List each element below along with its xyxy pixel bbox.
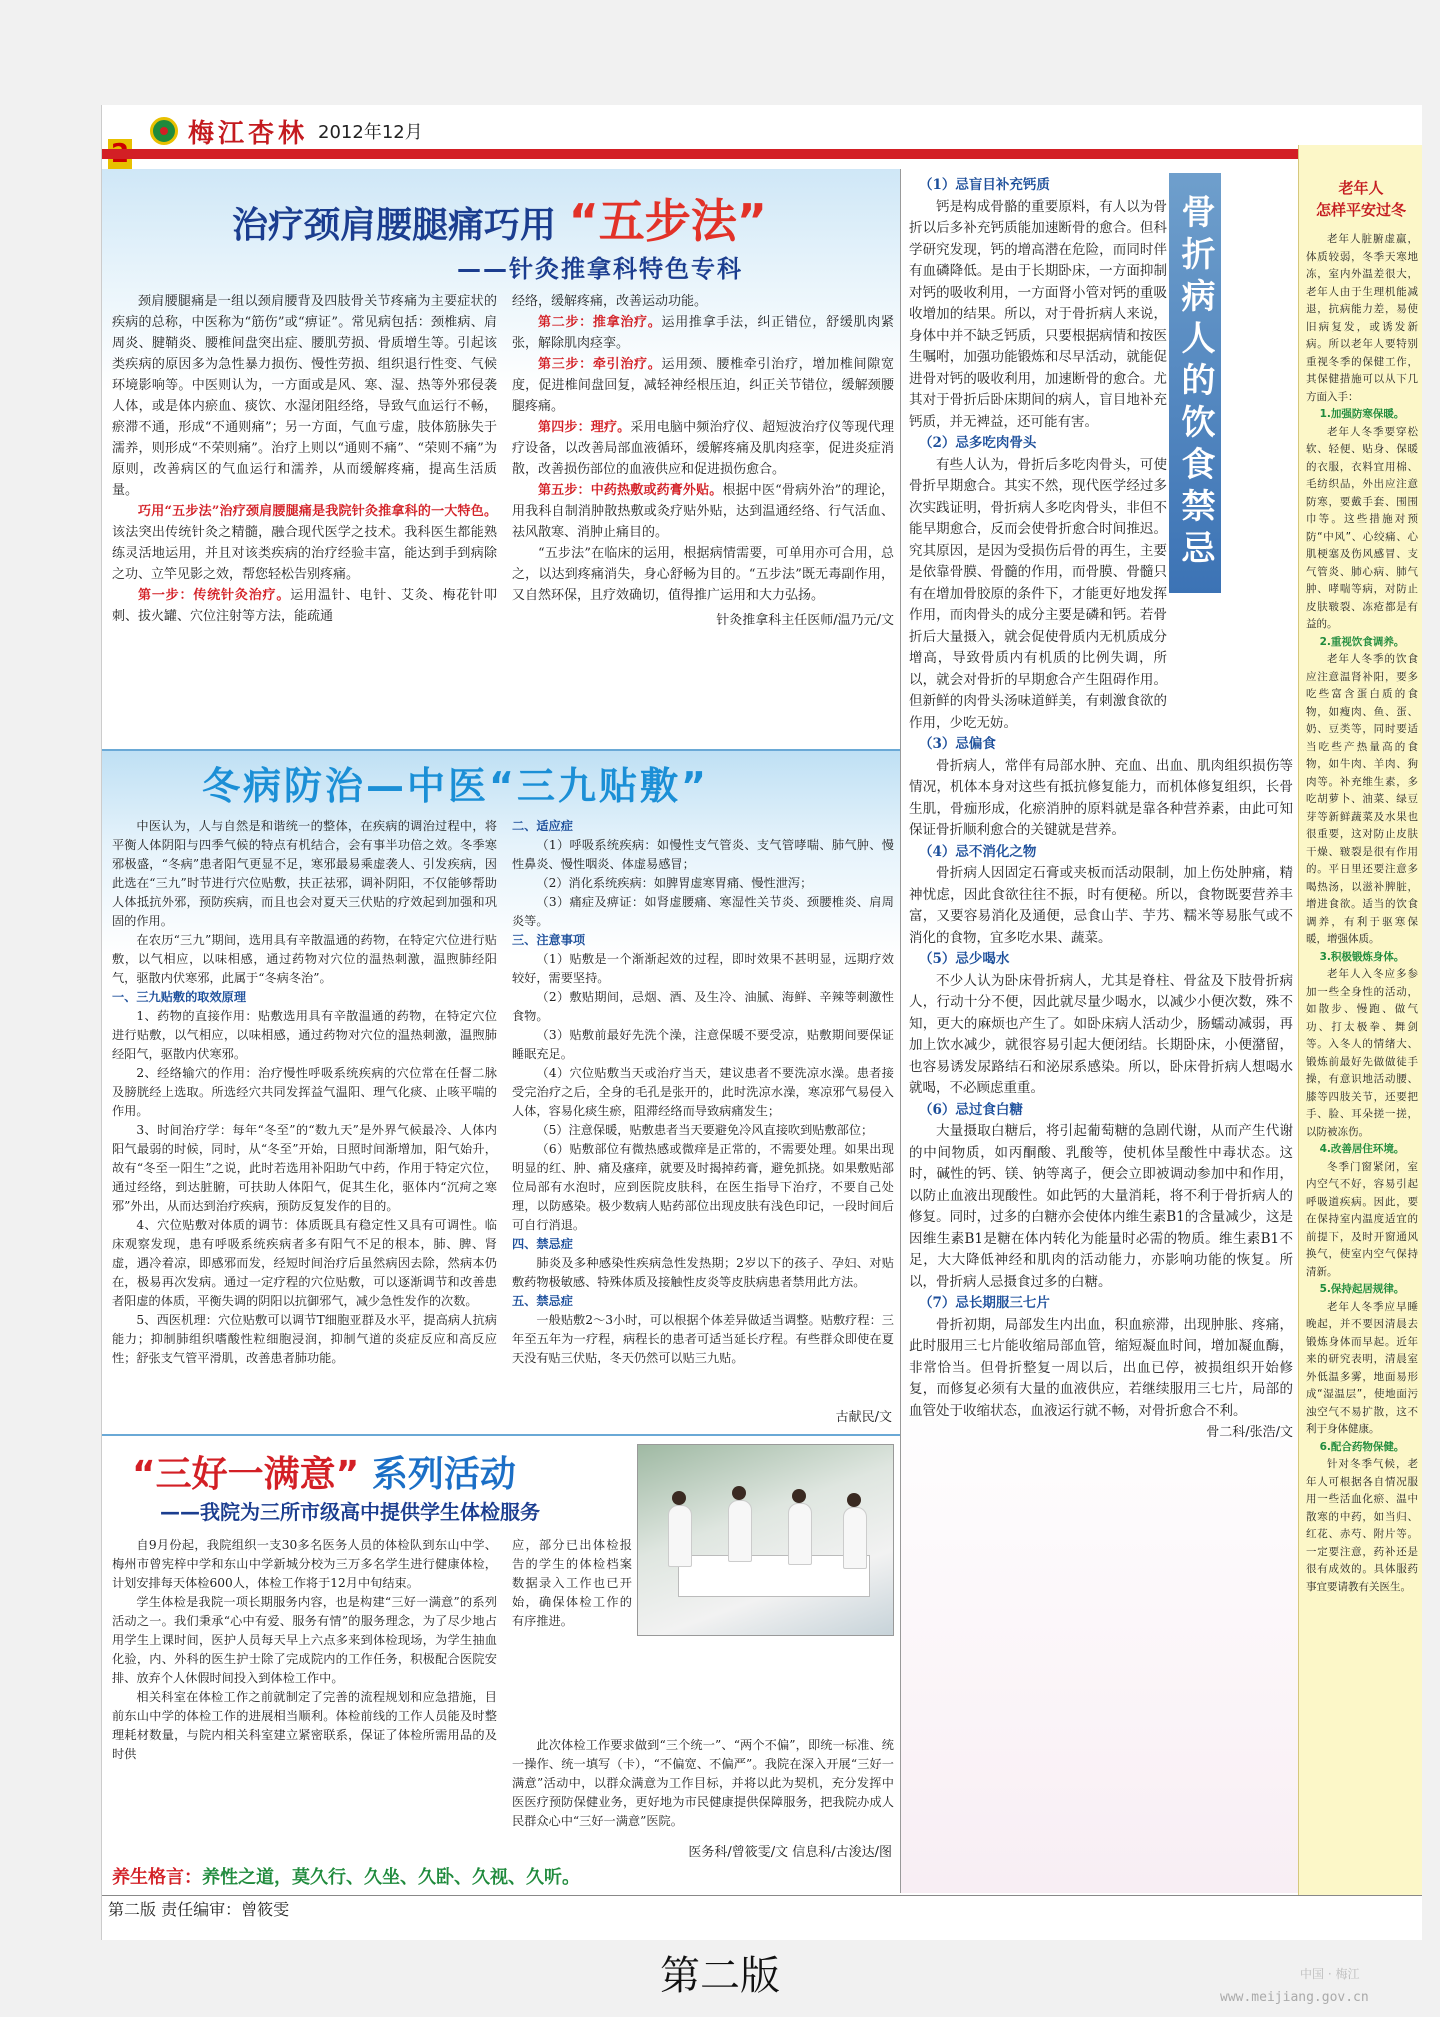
sidebar-item-heading: 3.积极锻炼身体。 [1319,950,1405,963]
paragraph: （3）贴敷前最好先洗个澡，注意保暖不要受凉，贴敷期间要保证睡眠充足。 [512,1028,894,1061]
hospital-logo-icon [150,117,178,145]
paragraph: （1）贴敷是一个渐渐起效的过程，即时效果不甚明显，远期疗效较好，需要坚持。 [512,952,894,985]
step5-label: 第五步：中药热敷或药膏外贴。 [538,483,723,498]
paragraph: 中医认为，人与自然是和谐统一的整体，在疾病的调治过程中，将平衡人体阴阳与四季气候的特点有机结合，会有事半功倍之效。冬季寒邪极盛，“冬病”患者阳气更显不足，寒邪最易乘虚袭人、引发疾病，因此选在“三九”时节进行穴位贴敷，扶正祛邪，调补阴阳，不仅能够帮助人体抵抗外邪，预防疾病，而且也会对夏天三伏贴的疗效起到加强和巩固的作用。 [112,819,497,928]
article3-para: 应，部分已出体检报告的学生的体检档案数据录入工作也已开始，确保体检工作的有序推进。 [512,1538,632,1628]
paragraph: 5、西医机理：穴位贴敷可以调节T细胞亚群及水平，提高病人抗病能力；抑制肺组织嗜酸性粒细胞浸润，抑制气道的炎症反应和高反应性；舒张支气管平滑肌，改善患者肺功能。 [112,1313,497,1365]
article3-para: 学生体检是我院一项长期服务内容，也是构建“三好一满意”的系列活动之一。我们秉承“心中有爱、服务有情”的服务理念，为了尽少地占用学生上课时间，医护人员每天早上六点多来到体检现场，为学生抽血化验，内、外科的医生护士除了完成院内的工作任务，积极配合医院安排、放弃个人休假时间投入到体检工作中。 [112,1595,497,1685]
photo-person [728,1500,752,1562]
col2-intro: 经络，缓解疼痛，改善运动功能。 [512,294,708,309]
section-heading: （5）忌少喝水 [919,951,1010,967]
photo-person [668,1505,692,1567]
section-heading: （6）忌过食白糖 [919,1101,1023,1118]
highlight-label: 巧用“五步法”治疗颈肩腰腿痛是我院针灸推拿科的一大特色。 [138,504,497,519]
paragraph: 大量摄取白糖后，将引起葡萄糖的急剧代谢，从而产生代谢的中间物质，如丙酮酸、乳酸等，使机体呈酸性中毒状态。这时，碱性的钙、镁、钠等离子，便会立即被调动参加中和作用，以防止血液出现酸性。如此钙的大量消耗，将不利于骨折病人的修复。同时，过多的白糖亦会使体内维生素B1的含量减少，这是因维生素B1是糖在体内转化为能量时必需的物质。维生素B1不足，大大降低神经和肌肉的活动能力，亦影响功能的恢复。所以，骨折病人忌摄食过多的白糖。 [909,1123,1293,1290]
sidebar-body [1299,221,1422,1596]
article2-title: 冬病防治—中医“三九贴敷” [202,764,709,808]
paragraph: （5）注意保暖，贴敷患者当天要避免冷风直接吹到贴敷部位； [536,1123,874,1137]
sidebar-item-heading: 1.加强防寒保暖。 [1319,408,1405,420]
photo-person [843,1507,867,1569]
article1-col1 [112,291,497,627]
page-footer: 第二版 责任编审：曾筱雯 [102,1895,1422,1940]
article1-col2 [512,291,894,631]
photo-head [672,1491,686,1505]
article3-para: 此次体检工作要求做到“三个统一”、“两个不偏”，即统一标准、统一操作、统一填写（卡），“不偏宽、不偏严”。我院在深入开展“三好一满意”活动中，以群众满意为工作目标，并将以此为契机，充分发挥中医医疗预防保健业务，更好地为市民健康提供保障服务，把我院办成人民群众心中“三好一满意”医院。 [512,1738,894,1828]
section-heading: （4）忌不消化之物 [919,843,1037,860]
issue-date: 2012年12月 [318,122,423,143]
paragraph: 有些人认为，骨折后多吃肉骨头，可使骨折早期愈合。其实不然，现代医学经过多次实践证明，骨折病人多吃肉骨头，非但不能早期愈合，反而会使骨折愈合时间推迟。究其原因，是因为受损伤后骨的再生，主要是依靠骨膜、骨髓的作用，而骨膜、骨髓只有在增加骨胶原的条件下，才能更好地发挥作用，而肉骨头的成分主要是磷和钙。若骨折后大量摄入，就会促使骨质内无机质成分增高，导致骨质内有机质的比例失调，所以，就会对骨折的早期愈合产生阻碍作用。但新鲜的肉骨头汤味道鲜美，有刺激食欲的作用，少吃无妨。 [909,456,1167,731]
paper-name: 梅江杏林 [188,118,309,149]
highlight-text: 该法突出传统针灸之精髓，融合现代医学之技术。我科医生都能熟练灵活地运用，并且对该类疾病的治疗经验丰富，能达到手到病除之功、立竿见影之效，帮您轻松告别疼痛。 [112,525,497,582]
photo-person [788,1503,812,1565]
article2-col-left [112,817,497,1368]
article4-byline: 骨二科/张浩/文 [1206,1425,1293,1440]
sidebar-item-heading: 2.重视饮食调养。 [1319,635,1405,648]
paragraph: （2）消化系统疾病：如脾胃虚寒胃痛、慢性泄泻； [536,876,813,890]
step3 [512,354,894,417]
sidebar-title-line1: 老年人 [1338,179,1384,197]
section-heading: 一、三九贴敷的取效原理 [112,990,247,1004]
step1-text: 运用温针、电针、艾灸、梅花针叩刺、拔火罐、穴位注射等方法，能疏通 [112,588,497,624]
paragraph: （3）痛症及痹证：如肾虚腰痛、寒湿性关节炎、颈腰椎炎、肩周炎等。 [512,895,894,928]
step2-label: 第二步：推拿治疗。 [538,315,662,330]
paragraph: 钙是构成骨骼的重要原料，有人以为骨折以后多补充钙质能加速断骨的愈合。但科学研究发现，钙的增高潜在危险，而同时伴有血磷降低。是由于长期卧床，一方面抑制对钙的吸收利用，一方面肾小管对钙的重吸收增加的结果。所以，对于骨折病人来说，身体中并不缺乏钙质，只要根据病情和按医生嘱咐，加强功能锻炼和尽早活动，就能促进骨对钙的吸收利用，加速断骨的愈合。尤其对于骨折后卧床期间的病人，盲目地补充钙质，并无裨益，还可能有害。 [909,198,1167,430]
motto-label: 养生格言： [112,1867,202,1888]
article-five-step-method [102,169,900,749]
masthead [150,115,423,147]
newspaper-page [101,105,1422,1940]
sidebar-item-heading: 6.配合药物保健。 [1319,1440,1405,1453]
photo-head [732,1486,746,1500]
step4-label: 第四步：理疗。 [538,420,631,435]
photo-head [792,1489,806,1503]
paragraph: 一般贴敷2～3小时，可以根据个体差异做适当调整。贴敷疗程：三年至五年为一疗程，病程长的患者可适当延长疗程。有些群众即使在夏天没有贴三伏贴，冬天仍然可以贴三九贴。 [512,1313,894,1365]
article1-highlight [112,501,497,585]
step4 [512,417,894,480]
article4-vertical-title: 骨折病人的饮食禁忌 [1169,173,1221,593]
section-heading: （2）忌多吃肉骨头 [919,435,1037,451]
section-heading: 二、适应症 [512,819,573,833]
article-student-checkup [102,1434,900,1866]
step1 [112,585,497,627]
sidebar-item-text: 老年人冬季应早睡晚起，并不要因清晨去锻炼身体而早起。近年来的研究表明，清晨室外低温多雾，地面易形成“湿温层”，使地面污浊空气不易扩散，这不利于身体健康。 [1306,1300,1418,1435]
section-heading: 四、禁忌症 [512,1237,573,1251]
paragraph: 1、药物的直接作用：贴敷选用具有辛散温通的药物，在特定穴位进行贴敷，以气相应，以味相感，通过药物对穴位的温热刺激，温煦肺经阳气，驱散内伏寒邪。 [112,1009,497,1061]
article3-title-blue: 系列活动 [371,1454,516,1495]
paragraph: 2、经络输穴的作用：治疗慢性呼吸系统疾病的穴位常在任督二脉及膀胱经上选取。所选经穴共同发挥益气温阳、理气化痰、止咳平喘的作用。 [112,1066,497,1118]
article-winter-disease [102,749,900,1436]
sidebar-intro: 老年人脏腑虚羸，体质较弱，冬季天寒地冻，室内外温差很大，老年人由于生理机能减退，抗病能力差，易使旧病复发，或诱发新病。所以老年人要特别重视冬季的保健工作，其保健措施可以从下几方面入手： [1306,233,1418,403]
sidebar-item-text: 老年人冬季要穿松软、轻便、贴身、保暖的衣服，衣料宜用棉、毛纺织品，外出应注意防寒，要戴手套、围围巾等。这些措施对预防“中风”、心绞痛、心肌梗塞及伤风感冒、支气管炎、肺心病、肺气肿、哮喘等病，对防止皮肤皲裂、冻疮都是有益的。 [1306,425,1418,630]
page-folio: 第二版 [660,1953,780,1999]
article3-title [132,1446,516,1497]
photo-table [678,1555,870,1597]
paragraph: （2）敷贴期间，忌烟、酒、及生冷、油腻、海鲜、辛辣等刺激性食物。 [512,990,894,1023]
article2-byline: 古献民/文 [835,1410,892,1425]
sidebar-item-text: 针对冬季气候，老年人可根据各自情况服用一些活血化瘀、温中散寒的中药，如当归、红花、赤芍、附片等。一定要注意，药补还是很有成效的。具体服药事宜要请教有关医生。 [1306,1458,1418,1593]
paragraph: （6）贴敷部位有微热感或微痒是正常的，不需要处理。如果出现明显的红、肿、痛及瘙痒，就要及时揭掉药膏，避免抓挠。如果敷贴部位局部有水泡时，应到医院皮肤科，在医生指导下治疗，不要自己处理，以防感染。极少数病人贴药部位出现皮肤有浅色印记，一段时间后可自行消退。 [512,1142,894,1232]
paragraph: 肺炎及多种感染性疾病急性发热期；2岁以下的孩子、孕妇、对贴敷药物极敏感、特殊体质及接触性皮炎等皮肤病患者禁用此方法。 [512,1256,894,1289]
paragraph: （1）呼吸系统疾病：如慢性支气管炎、支气管哮喘、肺气肿、慢性鼻炎、慢性咽炎、体虚易感冒； [512,838,894,871]
sidebar-item-heading: 4.改善居住环境。 [1319,1143,1405,1155]
article2-col-right [512,817,894,1368]
article1-subtitle: ——针灸推拿科特色专科 [457,255,743,283]
paragraph: 骨折病人，常伴有局部水肿、充血、出血、肌肉组织损伤等情况，机体本身对这些有抵抗修复能力，而机体修复组织，长骨生肌，骨痂形成，化瘀消肿的原料就是靠各种营养素，由此可知保证骨折顺利愈合的关键就是营养。 [909,757,1293,838]
sidebar-item-heading: 5.保持起居规律。 [1319,1283,1405,1295]
paragraph: 在农历“三九”期间，选用具有辛散温通的药物，在特定穴位进行贴敷，以气相应，以味相感，通过药物对穴位的温热刺激，温煦肺经阳气，驱散内伏寒邪，此属于“冬病冬治”。 [112,933,497,985]
checkup-photo [637,1444,894,1636]
paragraph: 3、时间治疗学：每年“冬至”的“数九天”是外界气候最冷、人体内阳气最弱的时候，同时，从“冬至”开始，日照时间渐增加，阳气始升，故有“冬至一阳生”之说，此时若选用补阳助气中药，作用于特定穴位，通过经络，到达脏腑，可扶助人体阳气，促其生化，驱体内“沉疴之寒邪”外出，从而达到治疗疾病，预防反复发作的目的。 [112,1123,497,1213]
motto-text: 养性之道，莫久行、久坐、久卧、久视、久听。 [202,1867,580,1888]
article3-byline: 医务科/曾筱雯/文 信息科/古浚达/图 [688,1845,892,1860]
article3-col2 [512,1536,632,1631]
photo-head [847,1493,861,1507]
article3-col1 [112,1536,497,1764]
article1-byline: 针灸推拿科主任医师/温乃元/文 [716,613,894,628]
sidebar-item-text: 老年人冬季的饮食应注意温肾补阳，要多吃些富含蛋白质的食物，如瘦肉、鱼、蛋、奶、豆类等，同时要适当吃些产热量高的食物，如牛肉、羊肉、狗肉等。补充维生素，多吃胡萝卜、油菜、绿豆芽等新鲜蔬菜及水果也很重要，这对防止皮肤干燥、皲裂是很有作用的。平日里还要注意多喝热汤，以滋补脾脏，增进食欲。适当的饮食调养，有利于驱寒保暖，增强体质。 [1306,653,1418,945]
step3-text: 运用颈、腰椎牵引治疗，增加椎间隙宽度，促进椎间盘回复，减轻神经根压迫，纠正关节错位，缓解颈腰腿疼痛。 [512,357,894,414]
article3-col2-wide [512,1736,894,1831]
sidebar-item-text: 老年人入冬应多参加一些全身性的活动，如散步、慢跑、做气功、打太极拳、舞剑等。入冬人的情绪大、锻炼前最好先做做徒手操，有意识地活动腰、膝等四肢关节，还要把手、脸、耳朵搓一搓，以防被冻伤。 [1306,968,1418,1138]
paragraph: 4、穴位贴敷对体质的调节：体质既具有稳定性又具有可调性。临床观察发现，患有呼吸系统疾病者多有阳气不足的根本，肺、脾、肾虚，遇冷着凉，即感邪而发，经短时间治疗后虽然病因去除，然病本仍在，极易再次发病。通过一定疗程的穴位贴敷，可以逐渐调节和改善患者阳虚的体质，平衡失调的阴阳以抗御邪气，减少急性发作的次数。 [112,1218,497,1308]
watermark-url: www.meijiang.gov.cn [1220,1990,1369,2005]
article3-para: 相关科室在体检工作之前就制定了完善的流程规划和应急措施，目前东山中学的体检工作的进展相当顺利。体检前线的工作人员能及时整理耗材数量，与院内相关科室建立紧密联系，保证了体检所需用品的及时供 [112,1690,497,1761]
watermark-site: 中国 · 梅江 [1300,1967,1360,1981]
step2 [512,312,894,354]
article1-closing: “五步法”在临床的运用，根据病情需要，可单用亦可合用，总之，以达到疼痛消失，身心舒畅为目的。“五步法”既无毒副作用，又自然环保，且疗效确切，值得推广运用和大力弘扬。 [512,546,894,603]
sidebar-item-text: 冬季门窗紧闭，室内空气不好，容易引起呼吸道疾病。因此，要在保持室内温度适宜的前提下，及时开窗通风换气，使室内空气保持清新。 [1306,1160,1418,1278]
step5 [512,480,894,543]
health-motto [102,1863,900,1893]
section-heading: （3）忌偏食 [919,736,996,752]
step2-text: 运用推拿手法，纠正错位，舒缓肌肉紧张，解除肌肉痉挛。 [512,315,894,351]
article3-title-red: “三好一满意” [132,1454,360,1495]
article4-body [909,175,1293,1444]
section-heading: 五、禁忌症 [512,1294,573,1308]
section-heading: （7）忌长期服三七片 [919,1295,1050,1311]
article1-title-main: 治疗颈肩腰腿痛巧用 [232,205,557,246]
article3-subtitle: ——我院为三所市级高中提供学生体检服务 [160,1500,540,1524]
header-divider [102,149,1392,159]
article1-title [232,185,767,251]
article1-title-quote: “五步法” [568,194,768,248]
sidebar-title-line2: 怎样平安过冬 [1315,201,1406,219]
section-heading: 三、注意事项 [512,933,586,947]
article3-para: 自9月份起，我院组织一支30多名医务人员的体检队到东山中学、梅州市曾宪梓中学和东山中学新城分校为三万多名学生进行健康体检，计划安排每天体检600人，体检工作将于12月中旬结束。 [112,1538,497,1590]
paragraph: （4）穴位贴敷当天或治疗当天，建议患者不要洗凉水澡。患者接受完治疗之后，全身的毛孔是张开的，此时洗凉水澡，寒凉邪气易侵入人体，容易化痰生瘀，阻滞经络而导致病痛发生； [512,1066,894,1118]
section-heading: （1）忌盲目补充钙质 [919,177,1050,193]
sidebar-winter-elderly [1298,145,1422,1895]
step1-label: 第一步：传统针灸治疗。 [138,588,291,603]
step4-text: 采用电脑中频治疗仪、超短波治疗仪等现代理疗设备，以改善局部血液循环，缓解疼痛及肌肉痉挛，促进炎症消散，改善损伤部位的血液供应和促进损伤愈合。 [512,420,894,477]
paragraph: 骨折病人因固定石膏或夹板而活动限制，加上伤处肿痛，精神忧虑，因此食欲往往不振，时有便秘。所以，食物既要营养丰富，又要容易消化及通便，忌食山芋、芋艿、糯米等易胀气或不消化的食物，宜多吃水果、蔬菜。 [909,865,1293,946]
step5-text: 根据中医“骨病外治”的理论，用我科自制消肿散热敷或灸疗贴外贴，达到温通经络、行气活血、祛风散寒、消肿止痛目的。 [512,483,894,540]
step3-label: 第三步：牵引治疗。 [538,357,662,372]
paragraph: 骨折初期，局部发生内出血，积血瘀滞，出现肿胀、疼痛，此时服用三七片能收缩局部血管，缩短凝血时间，增加凝血酶，非常恰当。但骨折整复一周以后，出血已停，被损组织开始修复，而修复必须有大量的血液供应，若继续服用三七片，局部的血管处于收缩状态，血液运行就不畅，对骨折愈合不利。 [909,1316,1293,1419]
article1-para: 颈肩腰腿痛是一组以颈肩腰背及四肢骨关节疼痛为主要症状的疾病的总称，中医称为“筋伤”或“痹证”。常见病包括：颈椎病、肩周炎、腱鞘炎、腰椎间盘突出症、腰肌劳损、骨质增生等。引起该类疾病的原因多为急性暴力损伤、慢性劳损、组织退行性变、气候环境影响等。中医则认为，一方面或是风、寒、湿、热等外邪侵袭人体，或是体内瘀血、痰饮、水湿闭阻经络，导致气血运行不畅，瘀滞不通，形成“不通则痛”；另一方面，气血亏虚，肢体筋脉失于濡养，则形成“不荣则痛”。治疗上则以“通则不痛”、“荣则不痛”为原则，改善病区的气血运行和濡养，从而缓解疼痛，提高生活质量。 [112,294,497,498]
sidebar-title [1299,177,1422,221]
paragraph: 不少人认为卧床骨折病人，尤其是脊柱、骨盆及下肢骨折病人，行动十分不便，因此就尽量少喝水，以减少小便次数，殊不知，更大的麻烦也产生了。如卧床病人活动少，肠蠕动减弱，再加上饮水减少，就很容易引起大便闭结。长期卧床，小便潴留，也容易诱发尿路结石和泌尿系感染。所以，卧床骨折病人想喝水就喝，不必顾虑重重。 [909,972,1293,1096]
